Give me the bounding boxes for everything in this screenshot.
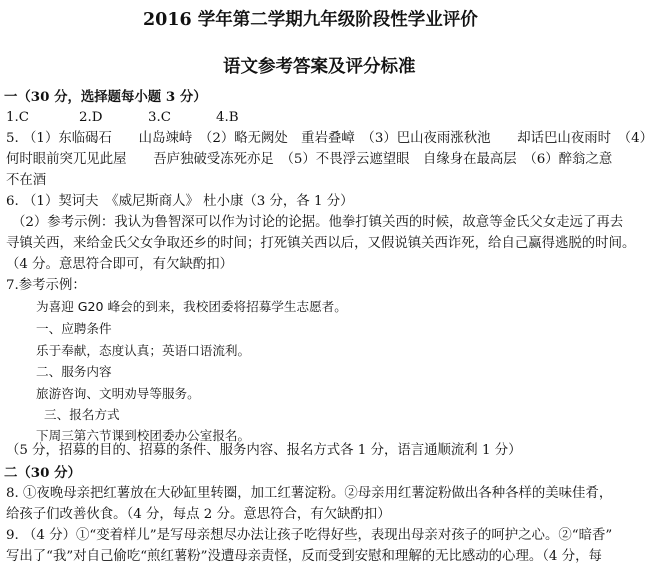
mc-answer: 2.D [79,110,103,125]
q7-heading: 7.参考示例： [6,278,86,293]
section-2-heading: 二（30 分） [4,465,81,481]
document-subtitle: 语文参考答案及评分标准 [223,57,416,77]
q9-line: 写出了“我”对自己偷吃“煎红薯粉”没遭母亲责怪，反而受到安慰和理解的无比感动的心理。（4 分，每 [6,549,602,564]
q6-part2-line: 寻镇关西，来给金氏父女争取还乡的时间；打死镇关西以后，又假说镇关西诈死，给自己赢得逃脱的时间。 [6,236,636,251]
q7-body-line: 下周三第六节课到校团委办公室报名。 [36,428,251,443]
q7-body-line: 一、应聘条件 [36,321,112,336]
q5-line: 5. （1）东临碣石 山岛竦峙 （2）略无阙处 重岩叠嶂 （3）巴山夜雨涨秋池 却话巴山夜雨时 （4） [6,131,653,146]
mc-answer: 1.C [6,110,30,125]
q8-line: 给孩子们改善伙食。（4 分，每点 2 分。意思符合，有欠缺酌扣） [6,507,391,522]
q7-body-line: 二、服务内容 [36,364,112,379]
q7-body-line: 为喜迎 G20 峰会的到来，我校团委将招募学生志愿者。 [36,299,347,314]
q7-body-line: 三、报名方式 [44,407,120,422]
q5-line: 何时眼前突兀见此屋 吾庐独破受冻死亦足 （5）不畏浮云遮望眼 自缘身在最高层 （6）醉翁之意 [6,152,613,167]
document-title: 2016 学年第二学期九年级阶段性学业评价 [143,10,478,30]
mc-answer: 4.B [216,110,239,125]
q6-part2-line: （4 分。意思符合即可，有欠缺酌扣） [6,257,234,272]
mc-answer: 3.C [148,110,172,125]
q7-body-line: 乐于奉献，态度认真；英语口语流利。 [36,343,251,358]
q7-body-line: 旅游咨询、文明劝导等服务。 [36,386,200,401]
section-1-heading: 一（30 分，选择题每小题 3 分） [4,89,207,105]
q8-line: 8. ①夜晚母亲把红薯放在大砂缸里转圈，加工红薯淀粉。②母亲用红薯淀粉做出各种各样的美味佳肴， [6,486,613,501]
q9-line: 9. （4 分）①“变着样儿”是写母亲想尽办法让孩子吃得好些，表现出母亲对孩子的呵护之心。②“暗香” [6,528,613,543]
q6-part1: 6. （1）契诃夫 《威尼斯商人》 杜小康（3 分，各 1 分） [6,194,354,209]
q5-line: 不在酒 [6,173,47,188]
q6-part2-line: （2）参考示例：我认为鲁智深可以作为讨论的论据。他拳打镇关西的时候，故意等金氏父女走远了再去 [12,215,624,230]
q7-score: （5 分，招募的目的、招募的条件、服务内容、报名方式各 1 分，语言通顺流利 1 分） [6,443,522,458]
